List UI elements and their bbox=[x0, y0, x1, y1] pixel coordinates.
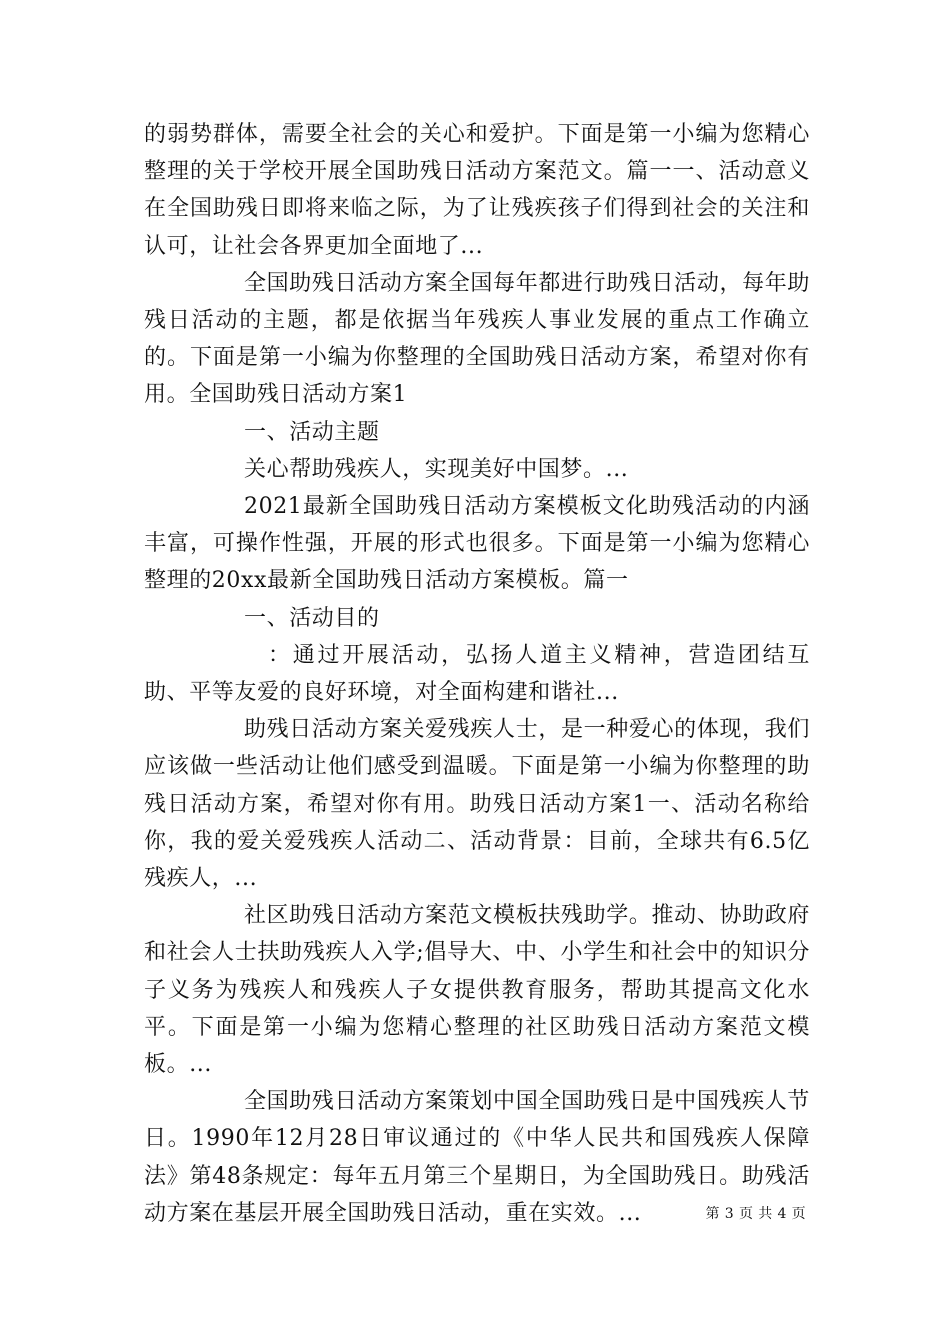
paragraph-7: ：通过开展活动，弘扬人道主义精神，营造团结互助、平等友爱的良好环境，对全面构建和谐社... bbox=[144, 642, 810, 706]
paragraph-3: 一、活动主题 bbox=[244, 419, 380, 445]
paragraph-6: 一、活动目的 bbox=[244, 605, 380, 631]
page-number-footer: 第 3 页 共 4 页 bbox=[705, 1206, 806, 1222]
paragraph-4: 关心帮助残疾人，实现美好中国梦。... bbox=[244, 456, 629, 482]
paragraph-2: 全国助残日活动方案全国每年都进行助残日活动，每年助残日活动的主题，都是依据当年残疾人事业发展的重点工作确立的。下面是第一小编为你整理的全国助残日活动方案，希望对你有用。全国助残日活动方案1 bbox=[144, 270, 810, 408]
paragraph-1: 的弱势群体，需要全社会的关心和爱护。下面是第一小编为您精心整理的关于学校开展全国助残日活动方案范文。篇一一、活动意义在全国助残日即将来临之际，为了让残疾孩子们得到社会的关注和认可，让社会各界更加全面地了... bbox=[144, 122, 810, 259]
paragraph-10: 全国助残日活动方案策划中国全国助残日是中国残疾人节日。1990年12月28日审议通过的《中华人民共和国残疾人保障法》第48条规定：每年五月第三个星期日，为全国助残日。助残活动方案在基层开展全国助残日活动，重在实效。... bbox=[144, 1089, 810, 1226]
paragraph-8: 助残日活动方案关爱残疾人士，是一种爱心的体现，我们应该做一些活动让他们感受到温暖。下面是第一小编为你整理的助残日活动方案，希望对你有用。助残日活动方案1一、活动名称给你，我的爱关爱残疾人活动二、活动背景：目前，全球共有6.5亿残疾人，... bbox=[144, 717, 810, 892]
paragraph-5: 2021最新全国助残日活动方案模板文化助残活动的内涵丰富，可操作性强，开展的形式也很多。下面是第一小编为您精心整理的20xx最新全国助残日活动方案模板。篇一 bbox=[144, 494, 810, 594]
document-body bbox=[144, 116, 810, 1232]
paragraph-9: 社区助残日活动方案范文模板扶残助学。推动、协助政府和社会人士扶助残疾人入学;倡导大、中、小学生和社会中的知识分子义务为残疾人和残疾人子女提供教育服务，帮助其提高文化水平。下面是第一小编为您精心整理的社区助残日活动方案范文模板。... bbox=[144, 903, 810, 1078]
